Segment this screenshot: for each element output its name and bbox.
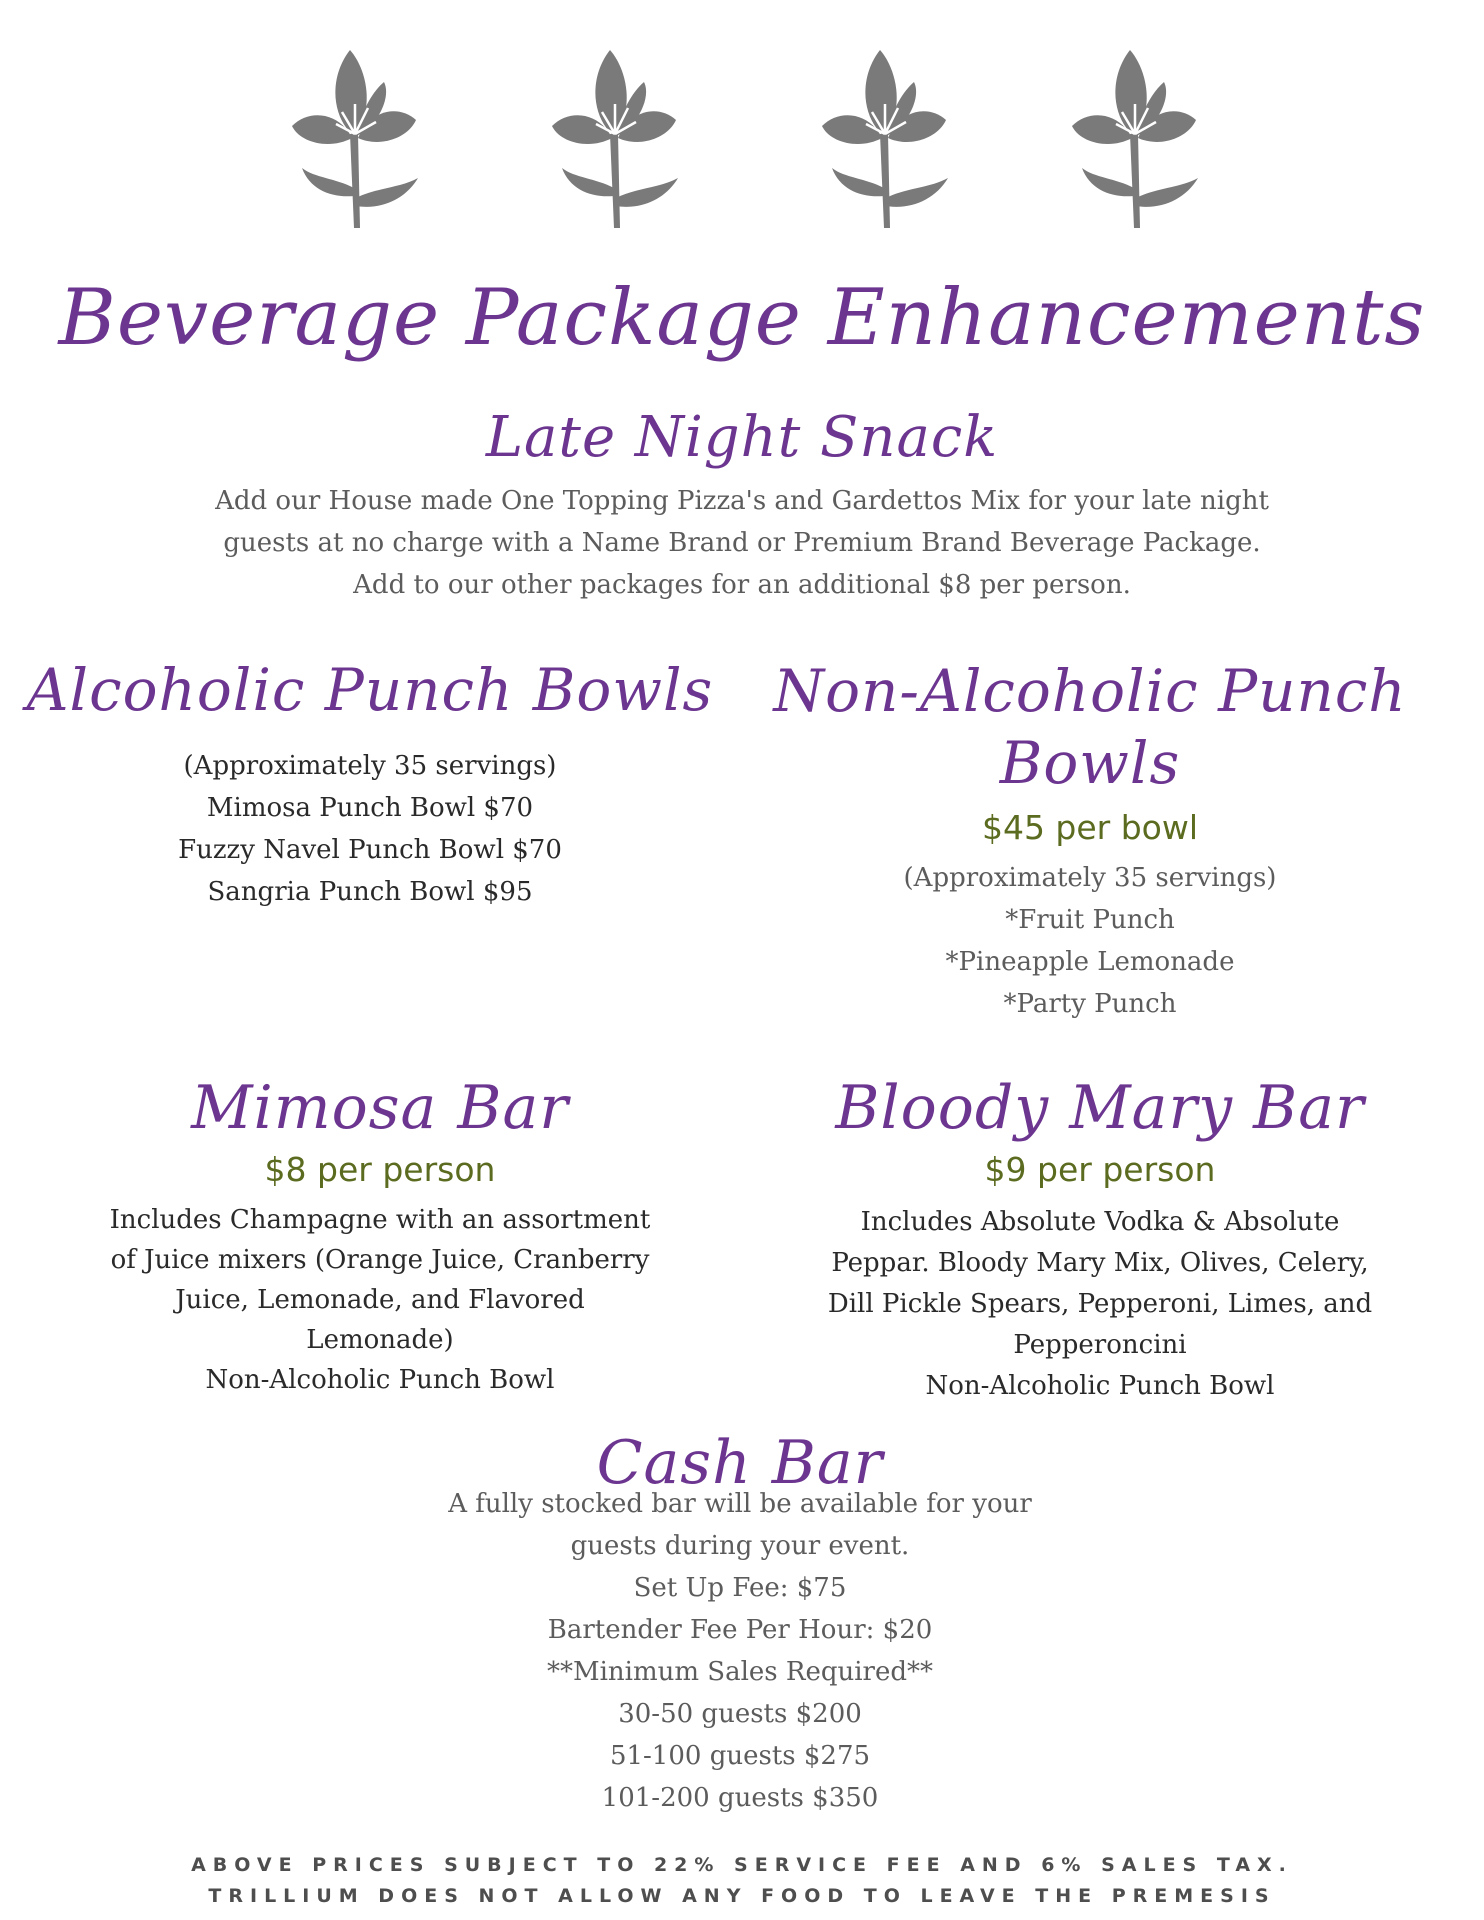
non-alcoholic-price: $45 per bowl <box>981 808 1199 847</box>
alcoholic-punch-item: Mimosa Punch Bowl $70 <box>206 793 534 823</box>
cash-bar-line: Set Up Fee: $75 <box>633 1573 847 1603</box>
bloody-mary-line: Pepperoncini <box>1013 1330 1187 1360</box>
late-night-line: Add our House made One Topping Pizza's and Gardettos Mix for your late night <box>215 486 1269 516</box>
footer-line: TRILLIUM DOES NOT ALLOW ANY FOOD TO LEAVE THE PREMESIS <box>208 1885 1276 1907</box>
cash-bar-line: **Minimum Sales Required** <box>546 1657 934 1687</box>
page-title: Beverage Package Enhancements <box>58 273 1426 363</box>
bloody-mary-line: Peppar. Bloody Mary Mix, Olives, Celery, <box>831 1248 1369 1278</box>
cash-bar-heading: Cash Bar <box>596 1428 884 1498</box>
non-alcoholic-punch-heading <box>770 655 1410 799</box>
cash-bar-line: 51-100 guests $275 <box>609 1741 871 1771</box>
bloody-mary-line: Includes Absolute Vodka & Absolute <box>860 1207 1340 1237</box>
alcoholic-punch-list <box>20 745 720 913</box>
bloody-mary-line: Dill Pickle Spears, Pepperoni, Limes, and <box>827 1289 1373 1319</box>
non-alcoholic-heading-line: Bowls <box>999 729 1181 797</box>
alcoholic-punch-heading: Alcoholic Punch Bowls <box>26 656 714 724</box>
mimosa-bar-line: Includes Champagne with an assortment <box>109 1205 651 1235</box>
alcoholic-punch-item: Sangria Punch Bowl $95 <box>207 877 533 907</box>
cash-bar-line: Bartender Fee Per Hour: $20 <box>547 1615 933 1645</box>
late-night-line: Add to our other packages for an additional $8 per person. <box>353 570 1131 600</box>
flower-row <box>0 38 1484 238</box>
non-alcoholic-item: *Pineapple Lemonade <box>945 947 1235 977</box>
mimosa-bar-line: Non-Alcoholic Punch Bowl <box>205 1365 555 1395</box>
flower-icon <box>280 38 430 238</box>
mimosa-bar-price: $8 per person <box>264 1150 496 1189</box>
cash-bar-line: guests during your event. <box>570 1531 910 1561</box>
non-alcoholic-heading-line: Non-Alcoholic Punch <box>773 657 1407 725</box>
cash-bar-line: A fully stocked bar will be available for your <box>448 1489 1032 1519</box>
bloody-mary-bar-description <box>790 1202 1410 1407</box>
mimosa-bar-description <box>80 1200 680 1400</box>
bloody-mary-line: Non-Alcoholic Punch Bowl <box>925 1371 1275 1401</box>
footer-line: ABOVE PRICES SUBJECT TO 22% SERVICE FEE AND 6% SALES TAX. <box>191 1854 1293 1876</box>
non-alcoholic-item: *Party Punch <box>1003 989 1177 1019</box>
non-alcoholic-item: (Approximately 35 servings) <box>903 863 1277 893</box>
mimosa-bar-line: of Juice mixers (Orange Juice, Cranberry <box>110 1245 650 1275</box>
non-alcoholic-item: *Fruit Punch <box>1005 905 1175 935</box>
bloody-mary-bar-heading: Bloody Mary Bar <box>835 1073 1365 1143</box>
flower-icon <box>540 38 690 238</box>
alcoholic-punch-item: (Approximately 35 servings) <box>183 751 557 781</box>
late-night-line: guests at no charge with a Name Brand or Premium Brand Beverage Package. <box>223 528 1261 558</box>
cash-bar-line: 101-200 guests $350 <box>601 1783 879 1813</box>
cash-bar-details <box>340 1483 1140 1819</box>
late-night-description <box>0 480 1484 606</box>
mimosa-bar-line: Juice, Lemonade, and Flavored <box>175 1285 585 1315</box>
flower-icon <box>1060 38 1210 238</box>
footer-notice <box>0 1850 1484 1912</box>
mimosa-bar-line: Lemonade) <box>306 1325 454 1355</box>
late-night-heading: Late Night Snack <box>485 405 999 470</box>
bloody-mary-bar-price: $9 per person <box>984 1150 1216 1189</box>
alcoholic-punch-item: Fuzzy Navel Punch Bowl $70 <box>178 835 562 865</box>
flower-icon <box>810 38 960 238</box>
cash-bar-line: 30-50 guests $200 <box>618 1699 862 1729</box>
non-alcoholic-punch-list <box>770 857 1410 1025</box>
mimosa-bar-heading: Mimosa Bar <box>191 1073 569 1143</box>
